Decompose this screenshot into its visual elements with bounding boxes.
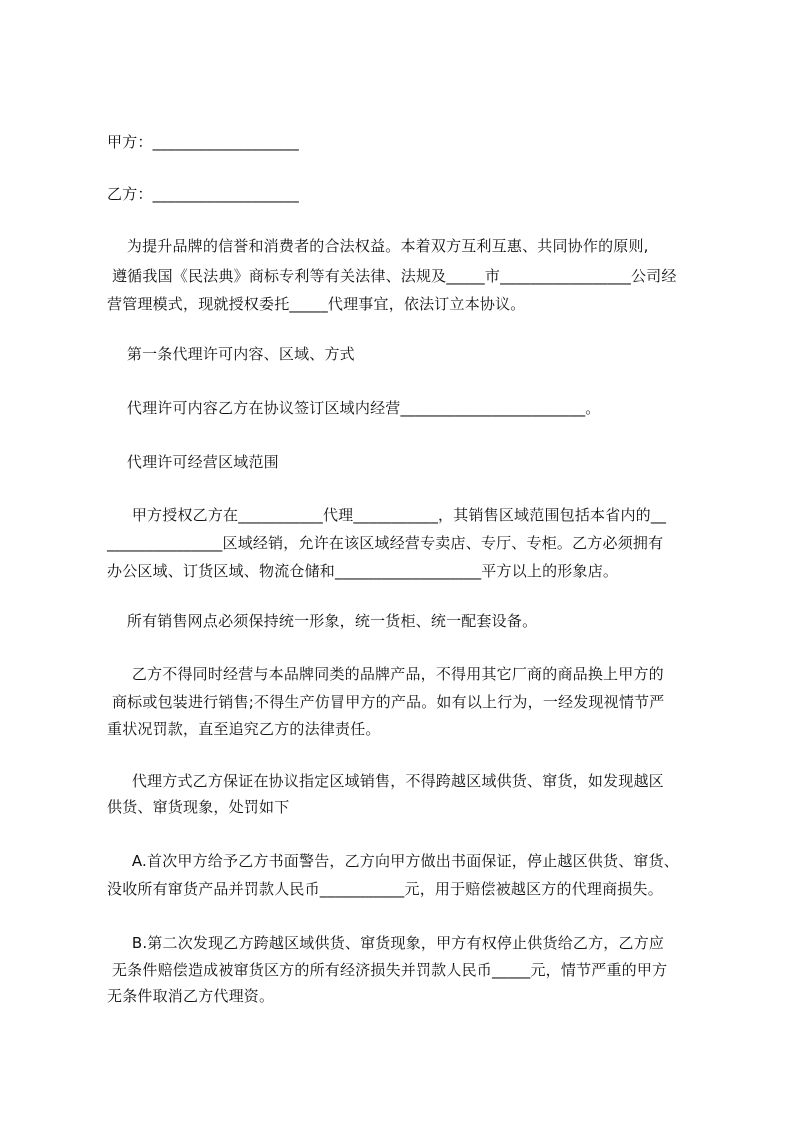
penalty-b-line-1: B.第二次发现乙方跨越区域供货、窜货现象，甲方有权停止供货给乙方，乙方应: [107, 934, 665, 952]
intro-line-2: 遵循我国《民法典》商标专利等有关法律、法规及_____市_________________公司经: [107, 267, 677, 285]
method-line-1: 代理方式乙方保证在协议指定区域销售，不得跨越区域供货、窜货，如发现越区: [107, 772, 664, 790]
authorization-line-3: 办公区域、订货区域、物流仓储和___________________平方以上的形象店。: [107, 562, 619, 580]
intro-line-3: 营管理模式，现就授权委托_____代理事宜，依法订立本协议。: [107, 295, 526, 313]
prohibition-line-2: 商标或包装进行销售;不得生产仿冒甲方的产品。如有以上行为，一经发现视情节严: [107, 693, 665, 711]
party-b-line: 乙方：___________________: [107, 185, 299, 203]
method-line-2: 供货、窜货现象，处罚如下: [107, 798, 290, 816]
license-area-title: 代理许可经营区域范围: [107, 453, 279, 471]
prohibition-line-3: 重状况罚款，直至追究乙方的法律责任。: [107, 720, 381, 738]
penalty-a-line-2: 没收所有窜货产品并罚款人民币___________元，用于赔偿被越区方的代理商损失。: [107, 880, 663, 898]
prohibition-line-1: 乙方不得同时经营与本品牌同类的品牌产品，不得用其它厂商的商品换上甲方的: [107, 665, 664, 683]
article1-title: 第一条代理许可内容、区域、方式: [107, 345, 355, 363]
party-a-line: 甲方：___________________: [107, 133, 299, 151]
intro-line-1: 为提升品牌的信誉和消费者的合法权益。本着双方互利互惠、共同协作的原则,: [107, 237, 649, 255]
uniform-line: 所有销售网点必须保持统一形象，统一货柜、统一配套设备。: [107, 612, 538, 630]
penalty-b-line-2: 无条件赔偿造成被窜货区方的所有经济损失并罚款人民币_____元，情节严重的甲方: [107, 961, 668, 979]
authorization-line-1: 甲方授权乙方在___________代理___________，其销售区域范围包括本省内的__: [107, 506, 667, 524]
penalty-a-line-1: A.首次甲方给予乙方书面警告，乙方向甲方做出书面保证，停止越区供货、窜货、: [107, 852, 680, 870]
license-content: 代理许可内容乙方在协议签订区域内经营________________________。: [107, 399, 601, 417]
authorization-line-2: _______________区域经销，允许在该区域经营专卖店、专厅、专柜。乙方必须拥有: [107, 534, 664, 552]
penalty-b-line-3: 无条件取消乙方代理资。: [107, 987, 275, 1005]
